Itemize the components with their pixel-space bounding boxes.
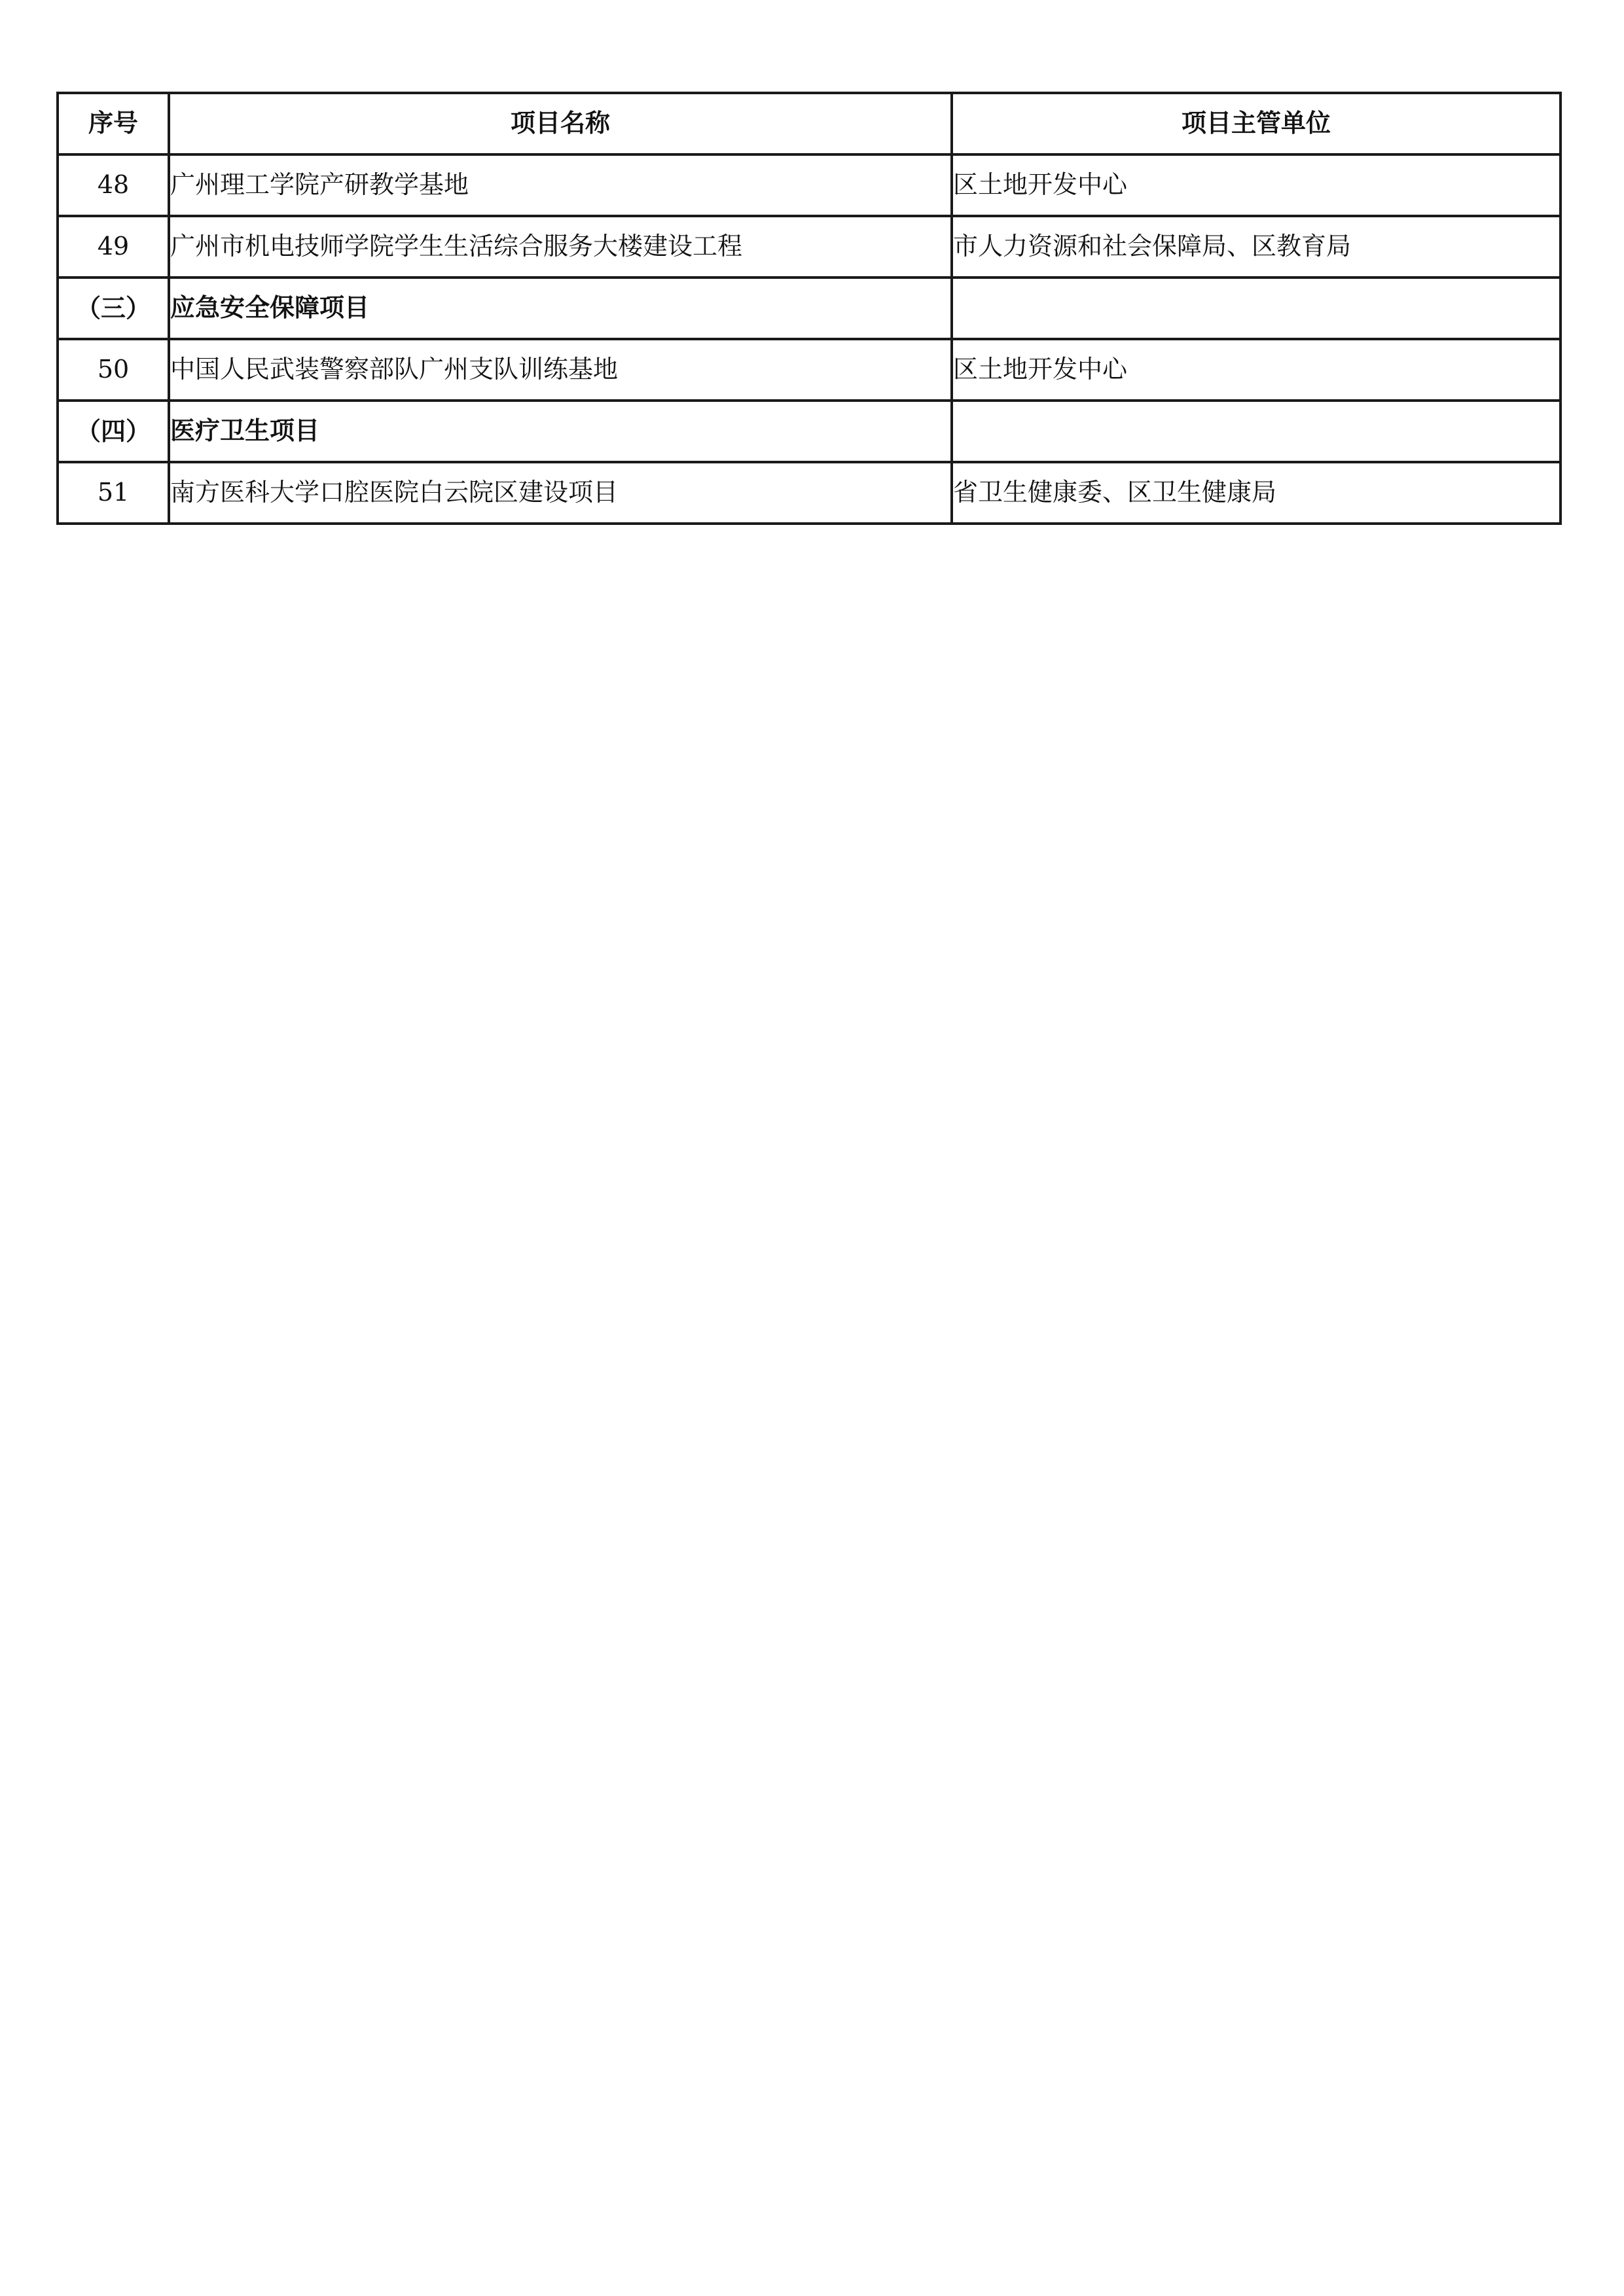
row-serial-number: 51 — [58, 462, 169, 524]
section-empty-cell — [952, 278, 1561, 339]
section-empty-cell — [952, 401, 1561, 462]
section-row — [58, 278, 1561, 339]
section-number: （三） — [58, 278, 169, 339]
header-managing-unit: 项目主管单位 — [952, 93, 1561, 154]
row-serial-number: 50 — [58, 339, 169, 401]
row-managing-unit: 省卫生健康委、区卫生健康局 — [952, 462, 1561, 524]
row-project-name: 广州市机电技师学院学生生活综合服务大楼建设工程 — [169, 216, 952, 278]
section-title: 医疗卫生项目 — [169, 401, 952, 462]
row-project-name: 中国人民武装警察部队广州支队训练基地 — [169, 339, 952, 401]
table-row — [58, 154, 1561, 216]
header-serial-number: 序号 — [58, 93, 169, 154]
table-row — [58, 339, 1561, 401]
table-row — [58, 462, 1561, 524]
row-managing-unit: 区土地开发中心 — [952, 154, 1561, 216]
project-table — [56, 92, 1562, 525]
header-project-name: 项目名称 — [169, 93, 952, 154]
table-header-row — [58, 93, 1561, 154]
table-row — [58, 216, 1561, 278]
section-row — [58, 401, 1561, 462]
row-managing-unit: 区土地开发中心 — [952, 339, 1561, 401]
section-title: 应急安全保障项目 — [169, 278, 952, 339]
row-serial-number: 48 — [58, 154, 169, 216]
row-managing-unit: 市人力资源和社会保障局、区教育局 — [952, 216, 1561, 278]
section-number: （四） — [58, 401, 169, 462]
row-project-name: 南方医科大学口腔医院白云院区建设项目 — [169, 462, 952, 524]
row-serial-number: 49 — [58, 216, 169, 278]
row-project-name: 广州理工学院产研教学基地 — [169, 154, 952, 216]
